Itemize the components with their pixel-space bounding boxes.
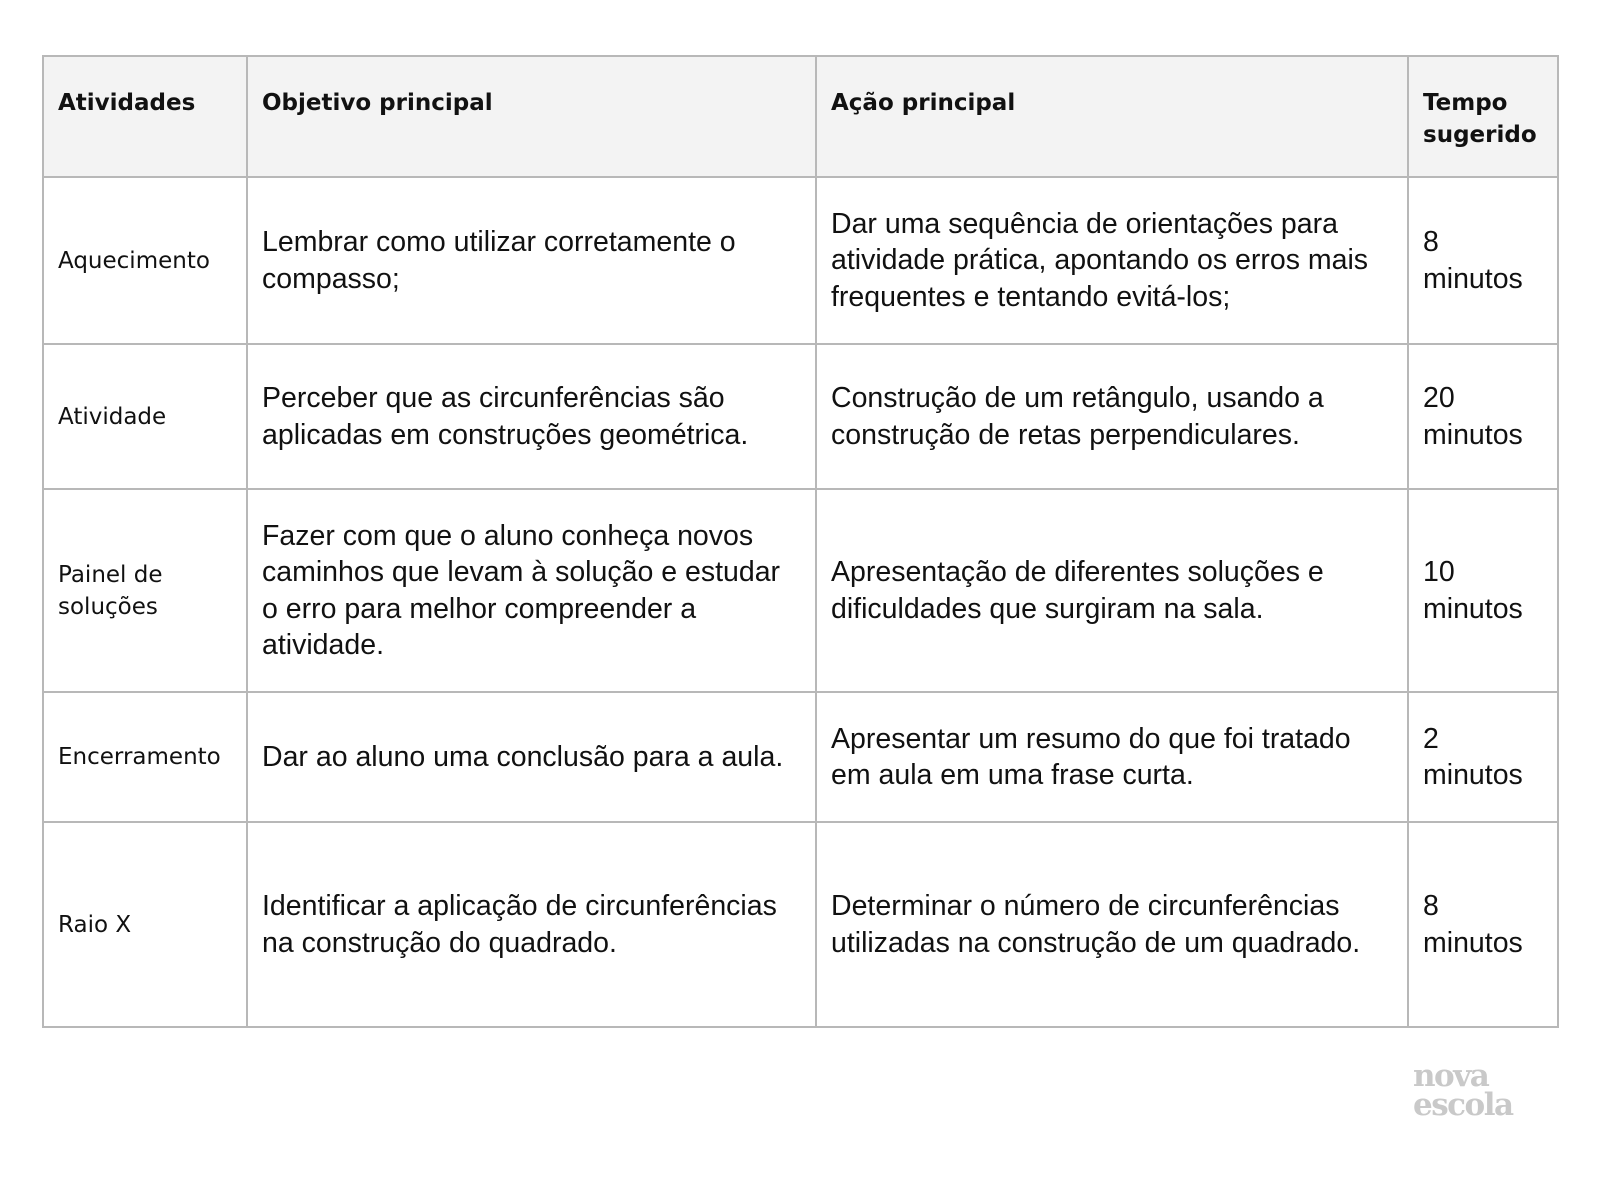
objective-cell: Lembrar como utilizar corretamente o compasso; [247, 177, 816, 344]
action-cell: Apresentação de diferentes soluções e dificuldades que surgiram na sala. [816, 489, 1408, 692]
logo-line-1: nova [1413, 1058, 1489, 1094]
header-activities: Atividades [43, 56, 247, 177]
nova-escola-logo [1413, 1058, 1513, 1123]
logo-line-2: escola [1413, 1087, 1513, 1123]
objective-cell: Identificar a aplicação de circunferências na construção do quadrado. [247, 822, 816, 1027]
header-suggested-time: Tempo sugerido [1408, 56, 1558, 177]
time-cell: 2 minutos [1408, 692, 1558, 822]
action-cell: Apresentar um resumo do que foi tratado em aula em uma frase curta. [816, 692, 1408, 822]
header-main-action: Ação principal [816, 56, 1408, 177]
activity-cell: Encerramento [43, 692, 247, 822]
objective-cell: Perceber que as circunferências são aplicadas em construções geométrica. [247, 344, 816, 489]
objective-cell: Dar ao aluno uma conclusão para a aula. [247, 692, 816, 822]
table-row [43, 177, 1558, 344]
activity-cell: Raio X [43, 822, 247, 1027]
table-row [43, 344, 1558, 489]
action-cell: Construção de um retângulo, usando a construção de retas perpendiculares. [816, 344, 1408, 489]
action-cell: Determinar o número de circunferências utilizadas na construção de um quadrado. [816, 822, 1408, 1027]
time-cell: 8 minutos [1408, 822, 1558, 1027]
table-row [43, 692, 1558, 822]
activity-cell: Aquecimento [43, 177, 247, 344]
time-cell: 8 minutos [1408, 177, 1558, 344]
table-row [43, 822, 1558, 1027]
lesson-plan-table [42, 55, 1559, 1028]
header-main-objective: Objetivo principal [247, 56, 816, 177]
action-cell: Dar uma sequência de orientações para atividade prática, apontando os erros mais frequentes e tentando evitá-los; [816, 177, 1408, 344]
activity-cell: Painel de soluções [43, 489, 247, 692]
objective-cell: Fazer com que o aluno conheça novos caminhos que levam à solução e estudar o erro para melhor compreender a atividade. [247, 489, 816, 692]
table-header-row [43, 56, 1558, 177]
time-cell: 20 minutos [1408, 344, 1558, 489]
time-cell: 10 minutos [1408, 489, 1558, 692]
activity-cell: Atividade [43, 344, 247, 489]
table-row [43, 489, 1558, 692]
